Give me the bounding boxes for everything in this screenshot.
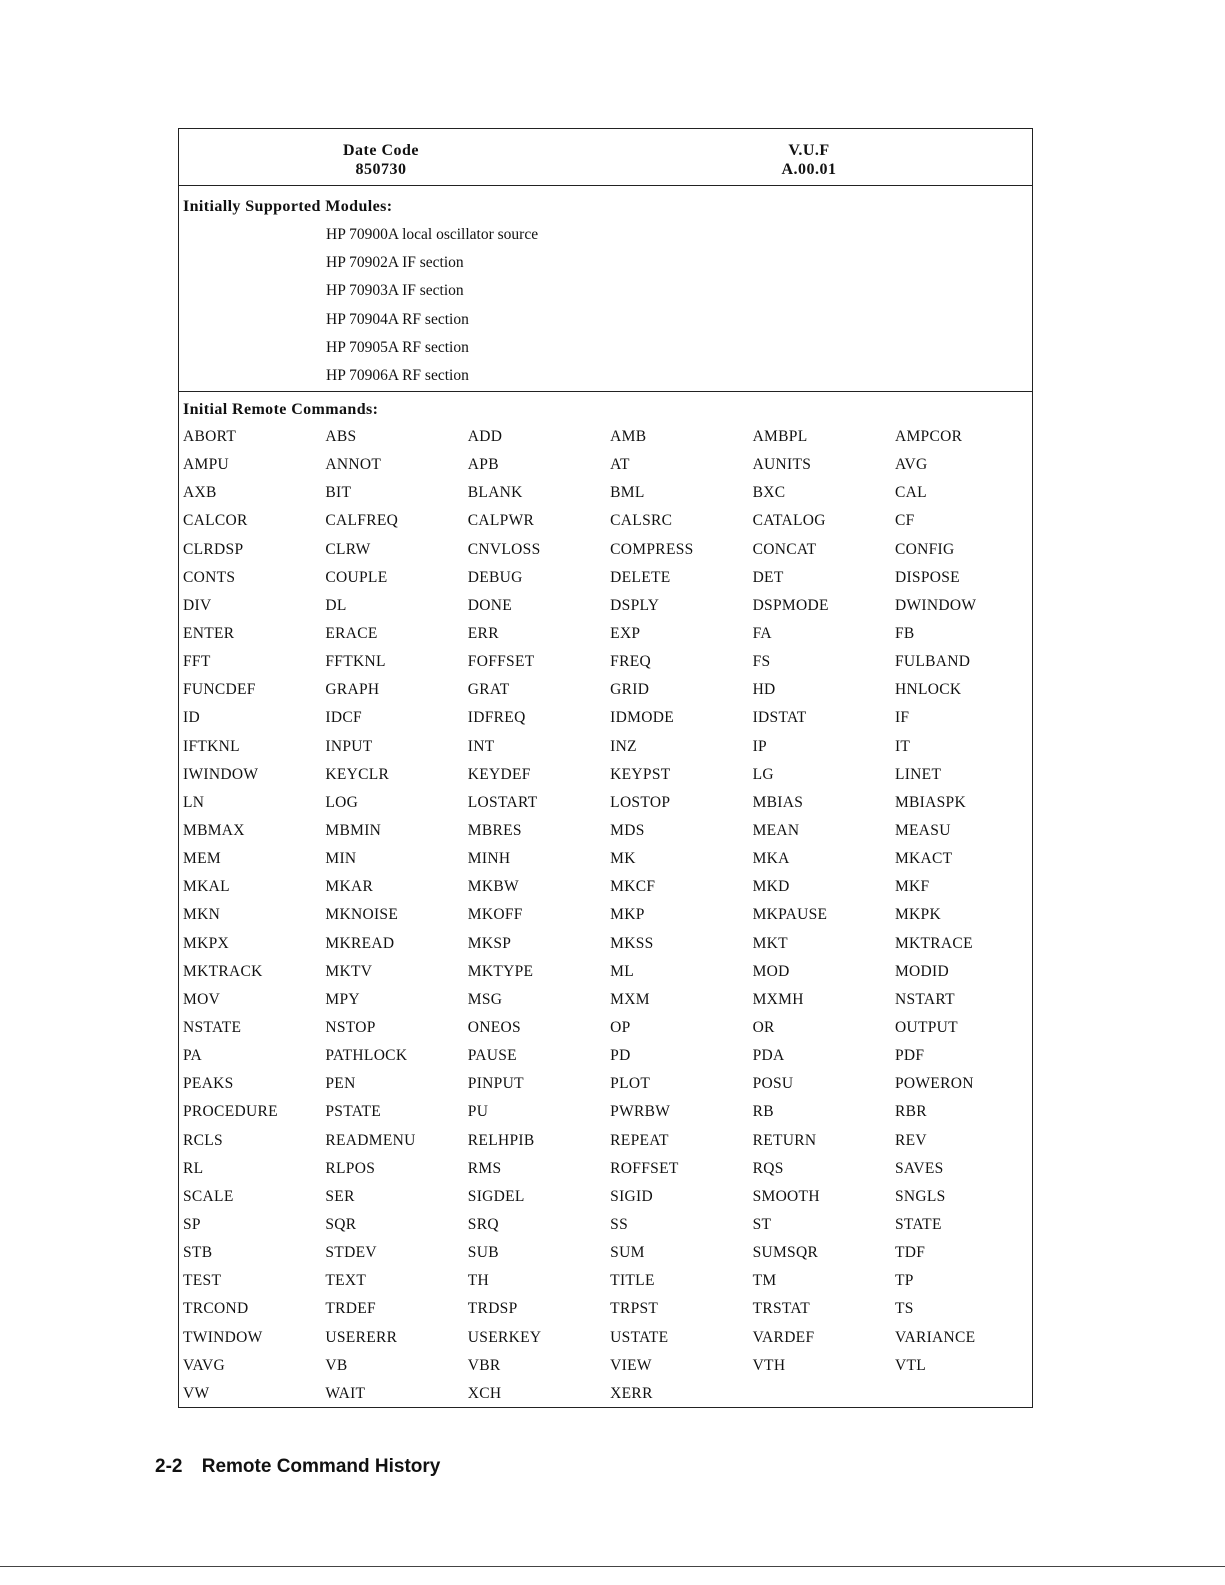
- command-item: MKAL: [183, 878, 230, 896]
- command-item: MK: [610, 850, 636, 868]
- command-item: MKPAUSE: [752, 906, 828, 924]
- command-item: LOG: [325, 793, 359, 811]
- bottom-rule: [0, 1566, 1225, 1567]
- command-item: RBR: [894, 1103, 927, 1121]
- command-item: IP: [752, 737, 767, 755]
- command-item: ROFFSET: [610, 1159, 679, 1177]
- command-item: FOFFSET: [467, 653, 535, 671]
- command-item: MKA: [752, 850, 790, 868]
- command-item: BIT: [325, 484, 352, 502]
- command-item: TP: [894, 1272, 914, 1290]
- command-item: LINET: [894, 765, 942, 783]
- command-item: CNVLOSS: [467, 540, 541, 558]
- command-item: MKSP: [467, 934, 512, 952]
- command-item: AMPCOR: [894, 428, 963, 445]
- page-number: 2-2: [155, 1456, 183, 1477]
- command-item: OR: [752, 1018, 775, 1036]
- command-item: IDMODE: [610, 709, 674, 727]
- command-item: MKD: [752, 878, 790, 896]
- command-item: PEAKS: [183, 1075, 234, 1093]
- command-item: TRPST: [610, 1300, 659, 1318]
- command-item: SP: [183, 1215, 201, 1233]
- command-item: AT: [610, 456, 630, 474]
- command-item: APB: [467, 456, 499, 474]
- command-item: MIN: [325, 850, 357, 868]
- command-item: INT: [467, 737, 495, 755]
- command-item: ST: [752, 1215, 772, 1233]
- module-item: HP 70904A RF section: [326, 310, 469, 328]
- command-item: TEXT: [325, 1272, 367, 1290]
- command-item: HD: [752, 681, 776, 699]
- command-item: WAIT: [325, 1384, 366, 1402]
- command-item: EXP: [610, 624, 641, 642]
- command-item: MBRES: [467, 821, 522, 839]
- command-item: BML: [610, 484, 645, 502]
- command-item: PINPUT: [467, 1075, 524, 1093]
- modules-title: Initially Supported Modules:: [183, 198, 393, 215]
- command-item: MBMAX: [183, 821, 245, 839]
- command-item: MXMH: [752, 990, 804, 1008]
- command-item: RCLS: [183, 1131, 223, 1149]
- command-item: STDEV: [325, 1244, 377, 1262]
- command-item: TEST: [183, 1272, 222, 1290]
- command-item: BXC: [752, 484, 786, 502]
- page-footer: [155, 1456, 440, 1478]
- command-item: ANNOT: [325, 456, 382, 474]
- command-item: DEBUG: [467, 568, 523, 586]
- command-item: MKOFF: [467, 906, 523, 924]
- command-item: MBIAS: [752, 793, 804, 811]
- command-item: CF: [894, 512, 915, 530]
- command-item: MKBW: [467, 878, 519, 896]
- command-item: AMB: [610, 428, 647, 445]
- command-item: ID: [183, 709, 200, 727]
- command-item: USERKEY: [467, 1328, 542, 1346]
- command-item: VB: [325, 1356, 348, 1374]
- command-item: CONTS: [183, 568, 236, 586]
- command-item: XERR: [610, 1384, 653, 1402]
- command-item: READMENU: [325, 1131, 416, 1149]
- command-item: PAUSE: [467, 1047, 517, 1065]
- command-item: LG: [752, 765, 774, 783]
- command-item: ADD: [467, 428, 503, 445]
- command-item: TRDEF: [325, 1300, 376, 1318]
- command-item: POWERON: [894, 1075, 974, 1093]
- command-item: DIV: [183, 596, 212, 614]
- command-item: AUNITS: [752, 456, 812, 474]
- command-item: RB: [752, 1103, 774, 1121]
- command-item: DSPLY: [610, 596, 660, 614]
- command-item: BLANK: [467, 484, 523, 502]
- command-item: SNGLS: [894, 1187, 946, 1205]
- command-item: CLRDSP: [183, 540, 244, 558]
- command-item: TRDSP: [467, 1300, 518, 1318]
- command-item: MKN: [183, 906, 221, 924]
- command-item: FA: [752, 624, 772, 642]
- command-item: VTH: [752, 1356, 786, 1374]
- command-item: SER: [325, 1187, 355, 1205]
- command-item: MKTYPE: [467, 962, 534, 980]
- command-item: GRAPH: [325, 681, 380, 699]
- command-item: SUM: [610, 1244, 645, 1262]
- command-item: SRQ: [467, 1215, 499, 1233]
- command-item: COUPLE: [325, 568, 388, 586]
- module-item: HP 70903A IF section: [326, 282, 464, 300]
- commands-title: Initial Remote Commands:: [183, 401, 379, 418]
- command-item: CAL: [894, 484, 927, 502]
- command-item: TWINDOW: [183, 1328, 263, 1346]
- command-item: STB: [183, 1244, 213, 1262]
- command-item: RLPOS: [325, 1159, 376, 1177]
- command-item: RMS: [467, 1159, 502, 1177]
- command-item: NSTOP: [325, 1018, 376, 1036]
- command-item: NSTATE: [183, 1018, 242, 1036]
- command-item: FS: [752, 653, 771, 671]
- command-item: MXM: [610, 990, 650, 1008]
- command-item: MOD: [752, 962, 790, 980]
- command-item: SUMSQR: [752, 1244, 819, 1262]
- command-item: REV: [894, 1131, 927, 1149]
- command-item: VAVG: [183, 1356, 225, 1374]
- command-item: DSPMODE: [752, 596, 829, 614]
- command-item: TITLE: [610, 1272, 655, 1290]
- command-item: TRCOND: [183, 1300, 249, 1318]
- command-item: INPUT: [325, 737, 373, 755]
- command-item: PA: [183, 1047, 202, 1065]
- command-item: FFT: [183, 653, 211, 671]
- command-item: MKF: [894, 878, 930, 896]
- command-item: TDF: [894, 1244, 926, 1262]
- command-item: MODID: [894, 962, 949, 980]
- command-item: CONCAT: [752, 540, 817, 558]
- command-item: SQR: [325, 1215, 357, 1233]
- revision-table: [178, 128, 1033, 1408]
- command-item: IFTKNL: [183, 737, 240, 755]
- command-item: MKREAD: [325, 934, 395, 952]
- command-item: POSU: [752, 1075, 794, 1093]
- module-item: HP 70900A local oscillator source: [326, 226, 539, 243]
- command-item: IF: [894, 709, 910, 727]
- command-item: MKTRACE: [894, 934, 973, 952]
- command-item: MKAR: [325, 878, 374, 896]
- command-item: IT: [894, 737, 911, 755]
- module-item: HP 70905A RF section: [326, 338, 469, 356]
- command-item: USERERR: [325, 1328, 398, 1346]
- command-item: AMBPL: [752, 428, 808, 445]
- command-item: AXB: [183, 484, 217, 502]
- command-item: IWINDOW: [183, 765, 259, 783]
- command-item: PU: [467, 1103, 489, 1121]
- command-item: DONE: [467, 596, 513, 614]
- command-item: VARDEF: [752, 1328, 815, 1346]
- command-item: LN: [183, 793, 205, 811]
- command-item: TRSTAT: [752, 1300, 810, 1318]
- command-grid: [183, 427, 1038, 1412]
- command-item: GRID: [610, 681, 650, 699]
- command-item: CALPWR: [467, 512, 535, 530]
- command-item: SIGID: [610, 1187, 654, 1205]
- command-item: DISPOSE: [894, 568, 960, 586]
- command-item: RQS: [752, 1159, 784, 1177]
- command-item: MKNOISE: [325, 906, 399, 924]
- command-item: INZ: [610, 737, 637, 755]
- command-item: CATALOG: [752, 512, 826, 530]
- vuf-column: [719, 141, 899, 179]
- command-item: ONEOS: [467, 1018, 521, 1036]
- command-item: CONFIG: [894, 540, 955, 558]
- command-item: CLRW: [325, 540, 371, 558]
- command-item: NSTART: [894, 990, 955, 1008]
- command-item: AVG: [894, 456, 928, 474]
- command-item: MDS: [610, 821, 645, 839]
- command-item: DET: [752, 568, 784, 586]
- command-item: TM: [752, 1272, 777, 1290]
- command-item: PROCEDURE: [183, 1103, 278, 1121]
- command-item: PD: [610, 1047, 631, 1065]
- command-item: PEN: [325, 1075, 356, 1093]
- command-item: PWRBW: [610, 1103, 671, 1121]
- module-list: [326, 225, 538, 394]
- command-item: SCALE: [183, 1187, 234, 1205]
- command-item: ERACE: [325, 624, 378, 642]
- command-item: PDA: [752, 1047, 785, 1065]
- command-item: LOSTOP: [610, 793, 671, 811]
- command-item: ML: [610, 962, 635, 980]
- command-item: KEYPST: [610, 765, 671, 783]
- command-item: MKTV: [325, 962, 373, 980]
- command-item: MKSS: [610, 934, 654, 952]
- command-item: MEM: [183, 850, 221, 868]
- command-item: COMPRESS: [610, 540, 694, 558]
- table-header: [179, 129, 1032, 186]
- command-item: MINH: [467, 850, 511, 868]
- command-item: VTL: [894, 1356, 926, 1374]
- modules-section: [179, 185, 1032, 392]
- vuf-label: V.U.F: [788, 142, 830, 159]
- command-item: VARIANCE: [894, 1328, 976, 1346]
- command-item: DWINDOW: [894, 596, 977, 614]
- command-item: IDCF: [325, 709, 362, 727]
- command-item: CALFREQ: [325, 512, 399, 530]
- command-item: KEYCLR: [325, 765, 390, 783]
- command-item: ABS: [325, 428, 357, 445]
- command-item: MBMIN: [325, 821, 382, 839]
- command-item: XCH: [467, 1384, 502, 1402]
- command-item: MKACT: [894, 850, 953, 868]
- command-item: PDF: [894, 1047, 925, 1065]
- command-item: MEAN: [752, 821, 800, 839]
- command-item: TS: [894, 1300, 914, 1318]
- command-item: PSTATE: [325, 1103, 382, 1121]
- command-item: ABORT: [183, 428, 237, 445]
- command-item: FB: [894, 624, 915, 642]
- command-item: MKTRACK: [183, 962, 263, 980]
- command-item: FFTKNL: [325, 653, 386, 671]
- command-item: FREQ: [610, 653, 651, 671]
- command-item: KEYDEF: [467, 765, 531, 783]
- command-item: REPEAT: [610, 1131, 669, 1149]
- section-title: Remote Command History: [201, 1456, 441, 1477]
- command-item: SUB: [467, 1244, 499, 1262]
- module-item: HP 70906A RF section: [326, 366, 469, 384]
- date-code-column: [291, 141, 471, 179]
- command-item: VW: [183, 1384, 210, 1402]
- module-item: HP 70902A IF section: [326, 254, 464, 272]
- command-item: MKPK: [894, 906, 941, 924]
- command-item: MBIASPK: [894, 793, 966, 811]
- command-item: USTATE: [610, 1328, 669, 1346]
- command-item: MOV: [183, 990, 221, 1008]
- command-item: LOSTART: [467, 793, 538, 811]
- date-code-value: 850730: [355, 161, 407, 178]
- command-item: DELETE: [610, 568, 671, 586]
- command-item: MKCF: [610, 878, 656, 896]
- command-item: PLOT: [610, 1075, 651, 1093]
- command-item: CALCOR: [183, 512, 248, 530]
- command-item: OUTPUT: [894, 1018, 958, 1036]
- command-item: TH: [467, 1272, 490, 1290]
- command-item: MSG: [467, 990, 503, 1008]
- command-item: IDSTAT: [752, 709, 807, 727]
- command-item: IDFREQ: [467, 709, 526, 727]
- command-item: FULBAND: [894, 653, 971, 671]
- command-item: RELHPIB: [467, 1131, 535, 1149]
- command-item: MEASU: [894, 821, 951, 839]
- command-item: SIGDEL: [467, 1187, 525, 1205]
- command-item: ERR: [467, 624, 499, 642]
- command-item: CALSRC: [610, 512, 673, 530]
- command-item: AMPU: [183, 456, 229, 474]
- command-item: SS: [610, 1215, 629, 1233]
- date-code-label: Date Code: [342, 142, 420, 159]
- command-item: MKP: [610, 906, 645, 924]
- command-item: MKPX: [183, 934, 229, 952]
- command-item: OP: [610, 1018, 631, 1036]
- vuf-value: A.00.01: [781, 161, 837, 178]
- command-item: FUNCDEF: [183, 681, 256, 699]
- command-item: MKT: [752, 934, 788, 952]
- command-item: HNLOCK: [894, 681, 962, 699]
- command-item: DL: [325, 596, 347, 614]
- command-item: SMOOTH: [752, 1187, 820, 1205]
- command-item: STATE: [894, 1215, 942, 1233]
- command-item: VBR: [467, 1356, 501, 1374]
- command-item: VIEW: [610, 1356, 652, 1374]
- command-item: PATHLOCK: [325, 1047, 408, 1065]
- command-item: RETURN: [752, 1131, 817, 1149]
- command-item: RL: [183, 1159, 204, 1177]
- command-item: MPY: [325, 990, 360, 1008]
- command-item: GRAT: [467, 681, 510, 699]
- command-item: SAVES: [894, 1159, 944, 1177]
- command-item: ENTER: [183, 624, 235, 642]
